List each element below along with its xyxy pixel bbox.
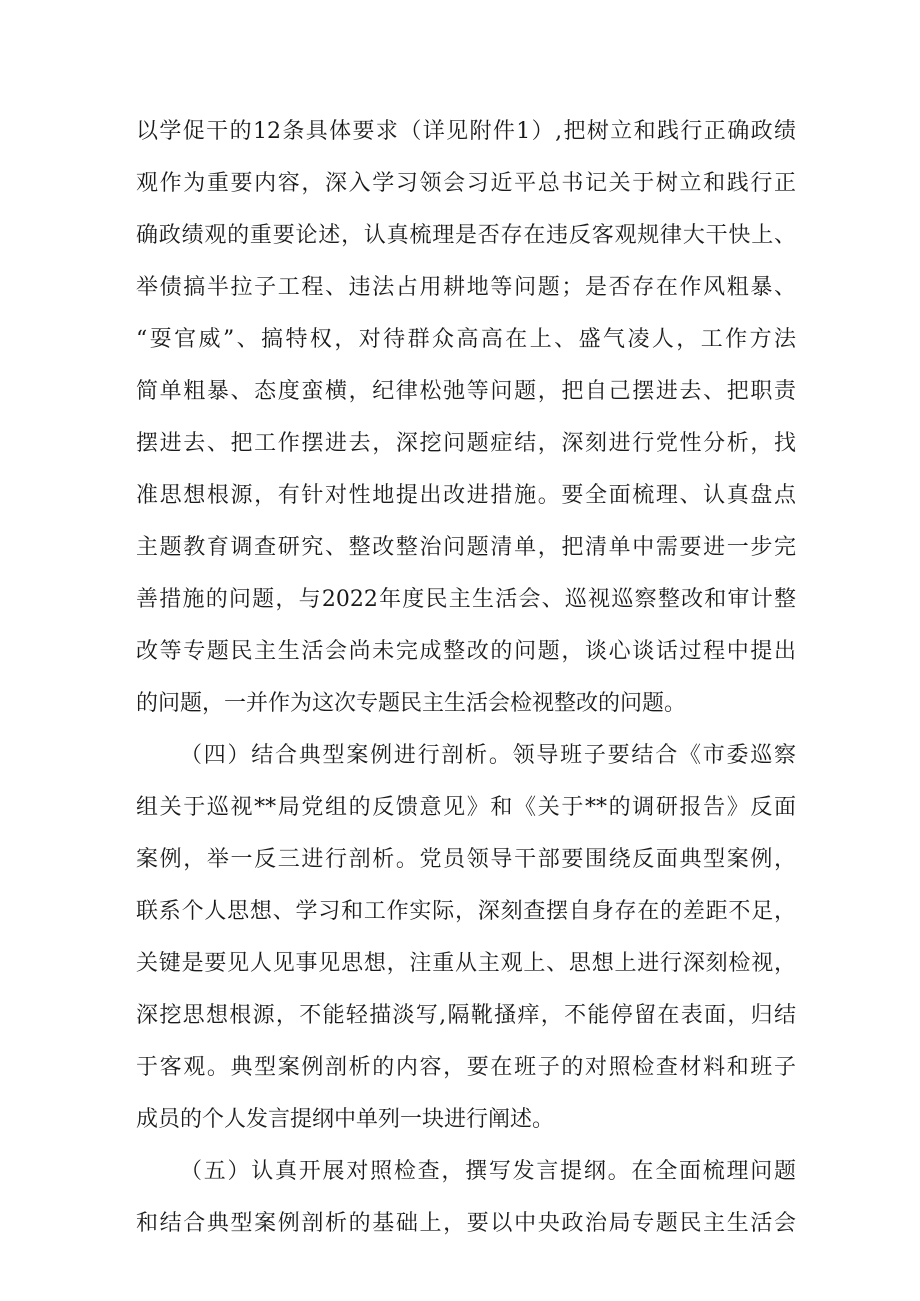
text-line: 组关于巡视**局党组的反馈意见》和《关于**的调研报告》反面 xyxy=(136,795,796,820)
text-line: 善措施的问题，与2022年度民主生活会、巡视巡察整改和审计整 xyxy=(136,587,796,612)
text-line: 的问题，一并作为这次专题民主生活会检视整改的问题。 xyxy=(136,691,687,716)
text-line: 案例，举一反三进行剖析。党员领导干部要围绕反面典型案例， xyxy=(136,847,796,872)
text-line: 确政绩观的重要论述，认真梳理是否存在违反客观规律大干快上、 xyxy=(136,223,796,248)
text-line: 准思想根源，有针对性地提出改进措施。要全面梳理、认真盘点 xyxy=(136,483,796,508)
text-line: 举债搞半拉子工程、违法占用耕地等问题；是否存在作风粗暴、 xyxy=(136,275,796,300)
text-line: 观作为重要内容，深入学习领会习近平总书记关于树立和践行正 xyxy=(136,171,796,196)
text-line: 摆进去、把工作摆进去，深挖问题症结，深刻进行党性分析，找 xyxy=(136,431,796,456)
text-line: 以学促干的12条具体要求（详见附件1）,把树立和践行正确政绩 xyxy=(136,119,796,144)
text-line: （五）认真开展对照检查，撰写发言提纲。在全面梳理问题 xyxy=(180,1159,796,1184)
text-line: 改等专题民主生活会尚未完成整改的问题，谈心谈话过程中提出 xyxy=(136,639,796,664)
text-line: 于客观。典型案例剖析的内容，要在班子的对照检查材料和班子 xyxy=(136,1055,796,1080)
text-line: 主题教育调查研究、整改整治问题清单，把清单中需要进一步完 xyxy=(136,535,796,560)
paragraph-2 xyxy=(136,730,796,1146)
text-line: 和结合典型案例剖析的基础上，要以中央政治局专题民主生活会 xyxy=(136,1211,796,1236)
text-line: 成员的个人发言提纲中单列一块进行阐述。 xyxy=(136,1107,555,1132)
body-text xyxy=(136,106,796,1250)
text-line: “耍官威”、搞特权，对待群众高高在上、盛气凌人，工作方法 xyxy=(136,327,796,352)
paragraph-1 xyxy=(136,106,796,730)
text-line: 联系个人思想、学习和工作实际，深刻查摆自身存在的差距不足， xyxy=(136,899,796,924)
paragraph-3 xyxy=(136,1146,796,1250)
text-line: 深挖思想根源，不能轻描淡写,隔靴搔痒，不能停留在表面，归结 xyxy=(136,1003,796,1028)
text-line: 简单粗暴、态度蛮横，纪律松弛等问题，把自己摆进去、把职责 xyxy=(136,379,796,404)
text-line: 关键是要见人见事见思想，注重从主观上、思想上进行深刻检视， xyxy=(136,951,796,976)
text-line: （四）结合典型案例进行剖析。领导班子要结合《市委巡察 xyxy=(180,743,796,768)
